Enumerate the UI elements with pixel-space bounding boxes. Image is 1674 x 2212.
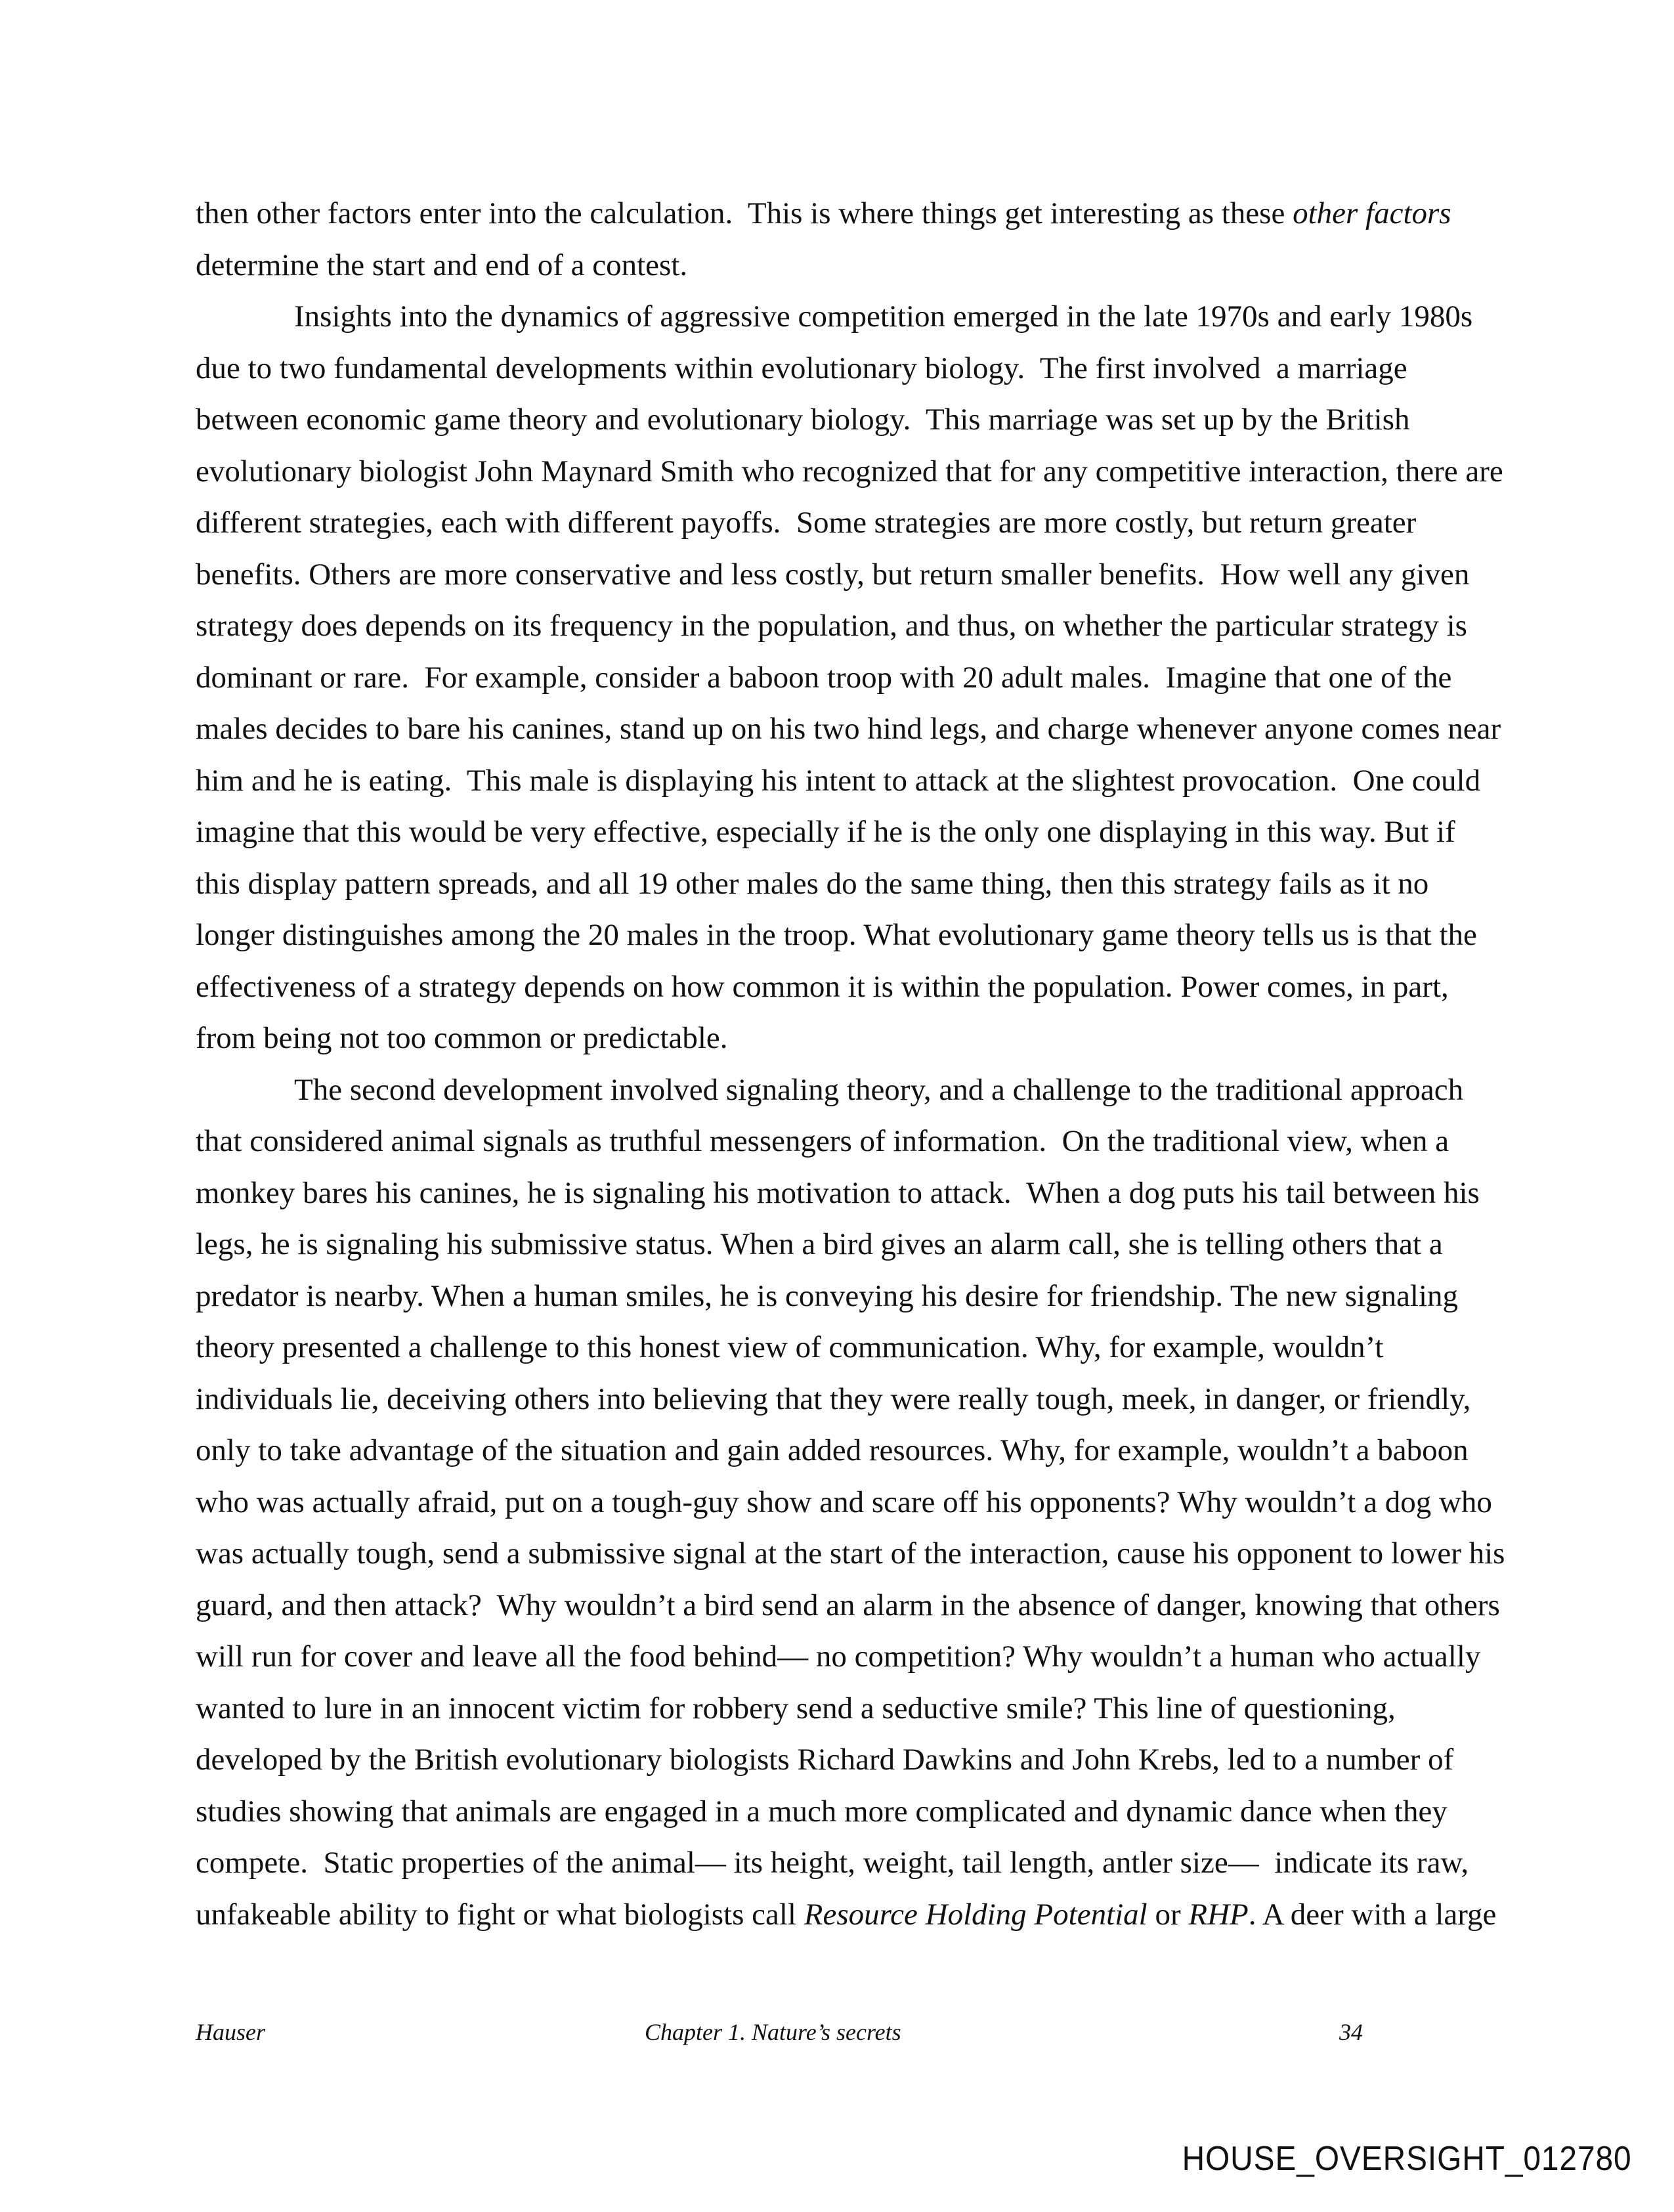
text-line (196, 652, 1509, 704)
text-line (196, 497, 1509, 549)
text-segment: guard, and then attack? Why wouldn’t a bird send an alarm in the absence of danger, knowing that others (196, 1588, 1500, 1622)
text-line (196, 240, 1509, 292)
text-line (196, 600, 1509, 652)
footer-chapter-title: Chapter 1. Nature’s secrets (645, 2019, 901, 2045)
text-line (196, 1837, 1509, 1889)
text-segment: individuals lie, deceiving others into believing that they were really tough, meek, in danger, or friendly, (196, 1381, 1471, 1416)
text-segment: developed by the British evolutionary biologists Richard Dawkins and John Krebs, led to a number of (196, 1743, 1454, 1777)
text-segment: will run for cover and leave all the food behind— no competition? Why wouldn’t a human who actually (196, 1639, 1481, 1674)
text-line (196, 188, 1509, 240)
text-line (196, 1219, 1509, 1270)
text-segment: effectiveness of a strategy depends on how common it is within the population. Power comes, in part, (196, 969, 1449, 1004)
text-line (196, 446, 1509, 498)
text-line (196, 1322, 1509, 1374)
text-line (196, 291, 1509, 343)
text-segment: predator is nearby. When a human smiles, he is conveying his desire for friendship. The new signaling (196, 1278, 1459, 1313)
text-segment: imagine that this would be very effective, especially if he is the only one displaying in this way. But if (196, 815, 1455, 849)
text-segment: longer distinguishes among the 20 males in the troop. What evolutionary game theory tells us is that the (196, 918, 1477, 952)
text-segment: him and he is eating. This male is displaying his intent to attack at the slightest provocation. One could (196, 763, 1481, 798)
text-line (196, 755, 1509, 807)
text-line (196, 394, 1509, 446)
text-line (196, 806, 1509, 858)
text-segment: who was actually afraid, put on a tough-guy show and scare off his opponents? Why wouldn’t a dog who (196, 1485, 1492, 1519)
text-segment: theory presented a challenge to this honest view of communication. Why, for example, wouldn’t (196, 1330, 1384, 1364)
text-segment: Insights into the dynamics of aggressive competition emerged in the late 1970s and early 1980s (294, 299, 1473, 334)
text-line (196, 1683, 1509, 1735)
text-segment: or (1147, 1897, 1189, 1932)
text-line (196, 343, 1509, 395)
text-segment: then other factors enter into the calculation. This is where things get interesting as these (196, 196, 1293, 230)
footer-page-number: 34 (1339, 2019, 1363, 2045)
text-line (196, 1374, 1509, 1425)
text-line (196, 1064, 1509, 1116)
text-line (196, 858, 1509, 910)
footer-author: Hauser (196, 2019, 265, 2045)
text-segment: was actually tough, send a submissive signal at the start of the interaction, cause his opponent to lower his (196, 1536, 1505, 1571)
text-line (196, 1631, 1509, 1683)
text-segment: unfakeable ability to fight or what biologists call (196, 1897, 804, 1932)
text-segment: only to take advantage of the situation and gain added resources. Why, for example, wouldn’t a baboon (196, 1433, 1469, 1467)
text-segment: monkey bares his canines, he is signaling his motivation to attack. When a dog puts his tail between his (196, 1175, 1480, 1210)
text-line (196, 1580, 1509, 1632)
text-line (196, 1167, 1509, 1219)
text-line (196, 1734, 1509, 1786)
bates-stamp: HOUSE_OVERSIGHT_012780 (1182, 2140, 1632, 2178)
text-line (196, 1528, 1509, 1580)
text-line (196, 1425, 1509, 1477)
text-line (196, 549, 1509, 601)
text-line (196, 1012, 1509, 1064)
text-segment: . A deer with a large (1248, 1897, 1497, 1932)
text-segment: different strategies, each with different payoffs. Some strategies are more costly, but return greater (196, 506, 1417, 540)
text-segment: dominant or rare. For example, consider a baboon troop with 20 adult males. Imagine that one of the (196, 660, 1452, 695)
italic-text: RHP (1188, 1897, 1249, 1932)
text-line (196, 909, 1509, 961)
body-text (196, 188, 1509, 1940)
text-line (196, 1477, 1509, 1529)
text-line (196, 1270, 1509, 1322)
text-segment: The second development involved signaling theory, and a challenge to the traditional approach (294, 1072, 1464, 1107)
text-segment: males decides to bare his canines, stand up on his two hind legs, and charge whenever anyone comes near (196, 712, 1501, 746)
text-segment: wanted to lure in an innocent victim for robbery send a seductive smile? This line of questioning, (196, 1691, 1396, 1725)
text-segment: that considered animal signals as truthful messengers of information. On the traditional view, when a (196, 1124, 1449, 1158)
text-segment: between economic game theory and evolutionary biology. This marriage was set up by the British (196, 402, 1410, 437)
italic-text: other factors (1293, 196, 1451, 230)
text-line (196, 1116, 1509, 1167)
text-segment: strategy does depends on its frequency in the population, and thus, on whether the particular strategy is (196, 609, 1467, 643)
text-segment: due to two fundamental developments within evolutionary biology. The first involved a marriage (196, 351, 1407, 385)
text-line (196, 961, 1509, 1013)
text-segment: studies showing that animals are engaged in a much more complicated and dynamic dance when they (196, 1794, 1448, 1829)
text-segment: legs, he is signaling his submissive status. When a bird gives an alarm call, she is telling others that a (196, 1227, 1443, 1261)
text-line (196, 1786, 1509, 1838)
text-segment: from being not too common or predictable. (196, 1021, 728, 1055)
italic-text: Resource Holding Potential (804, 1897, 1148, 1932)
text-segment: compete. Static properties of the animal— its height, weight, tail length, antler size— indicate its raw, (196, 1846, 1469, 1880)
text-segment: evolutionary biologist John Maynard Smith who recognized that for any competitive interaction, there are (196, 454, 1503, 488)
text-segment: this display pattern spreads, and all 19 other males do the same thing, then this strategy fails as it no (196, 866, 1429, 901)
text-line (196, 1889, 1509, 1941)
text-segment: benefits. Others are more conservative and less costly, but return smaller benefits. How well any given (196, 557, 1470, 592)
text-line (196, 703, 1509, 755)
text-segment: determine the start and end of a contest. (196, 248, 688, 282)
